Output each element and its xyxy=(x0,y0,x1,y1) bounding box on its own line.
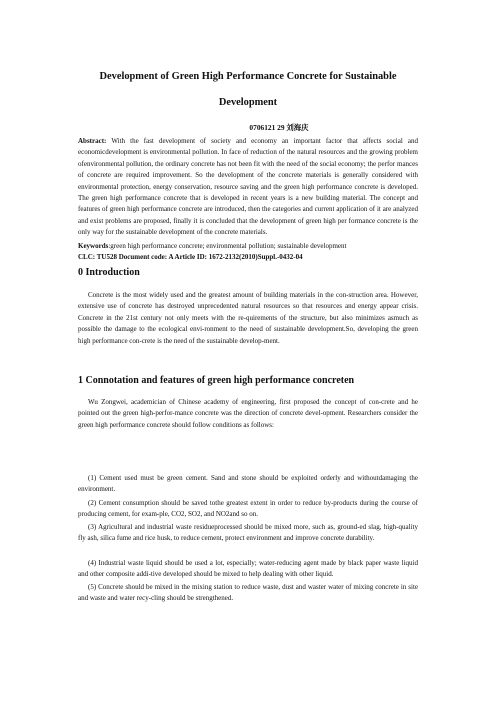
student-id: 0706121 29 xyxy=(249,123,285,132)
paper-title-line-1: Development of Green High Performance Concrete for Sustainable xyxy=(99,71,397,82)
condition-item-2: (2) Cement consumption should be saved tothe greatest extent in order to reduce by-products during the course of producing cement, for exam-ple, CO2, SO2, and NO2and so on. xyxy=(78,499,418,519)
keywords xyxy=(78,241,418,252)
condition-item-3: (3) Agricultural and industrial waste residueprocessed should be mixed more, such as, ground-ed slag, high-quality fly ash, silica fume and rice husk, to reduce cement, protect environment and improve concrete durability. xyxy=(78,523,418,543)
keywords-label: Keywords xyxy=(78,242,109,250)
abstract-label: Abstract: xyxy=(78,137,107,145)
abstract-text: With the fast development of society and economy an important factor that affects social and economicdevelopment is environmental pollution. In face of reduction of the natural resources and the growing problem ofenvironmental pollution, the ordinary concrete has not been fit with the need of the social economy; the perfor mances of concrete are required improvement. So the development of the concrete materials is generally considered with environmental protection, energy conservation, resource saving and the green high performance concrete is developed. The green high performance concrete that is developed in recent years is a new building material. The concept and features of green high performance concrete are introduced, then the categories and current application of it are analyzed and exist problems are proposed, finally it is concluded that the development of green high per formance concrete is the only way for the sustainable development of the concrete materials. xyxy=(78,137,418,237)
condition-item-4: (4) Industrial waste liquid should be used a lot, especially; water-reducing agent made by black paper waste liquid and other composite addi-tive developed should be mixed to help dealing with other liquid. xyxy=(78,559,418,579)
abstract xyxy=(78,136,418,239)
section-heading-introduction: 0 Introduction xyxy=(78,267,140,278)
author-name: 刘海庆 xyxy=(286,123,309,132)
condition-item-1: (1) Cement used must be green cement. Sand and stone should be exploited orderly and withoutdamaging the environment. xyxy=(78,474,418,494)
paper-title xyxy=(60,64,436,116)
condition-item-5: (5) Concrete should be mixed in the mixing station to reduce waste, dust and waster water of mixing concrete in site and waste and water recy-cling should be strengthened. xyxy=(78,583,418,603)
author-byline xyxy=(0,122,496,133)
classification-line: CLC: TU528 Document code: A Article ID: 1672-2132(2010)Suppl.-0432-04 xyxy=(78,253,303,261)
keywords-text: :green high performance concrete; environmental pollution; sustainable development xyxy=(108,242,347,250)
connotation-paragraph: Wu Zongwei, academician of Chinese academy of engineering, first proposed the concept of con-crete and he pointed out the green high-perfor-mance concrete was the direction of concrete devel-opment. Researchers consider the green high performance concrete should follow conditions as follows: xyxy=(78,398,418,429)
introduction-paragraph: Concrete is the most widely used and the greatest amount of building materials in the con-struction area. However, extensive use of concrete has destroyed unprecedented natural resources so that resources and energy appear crisis. Concrete in the 21st century not only meets with the re-quirements of the structure, but also minimizes asmuch as possible the damage to the ecological envi-ronment to the need of sustainable development.So, developing the green high performance con-crete is the need of the sustainable develop-ment. xyxy=(78,291,418,345)
paper-title-line-2: Development xyxy=(218,97,278,108)
section-heading-connotation: 1 Connotation and features of green high performance concreten xyxy=(78,375,355,386)
